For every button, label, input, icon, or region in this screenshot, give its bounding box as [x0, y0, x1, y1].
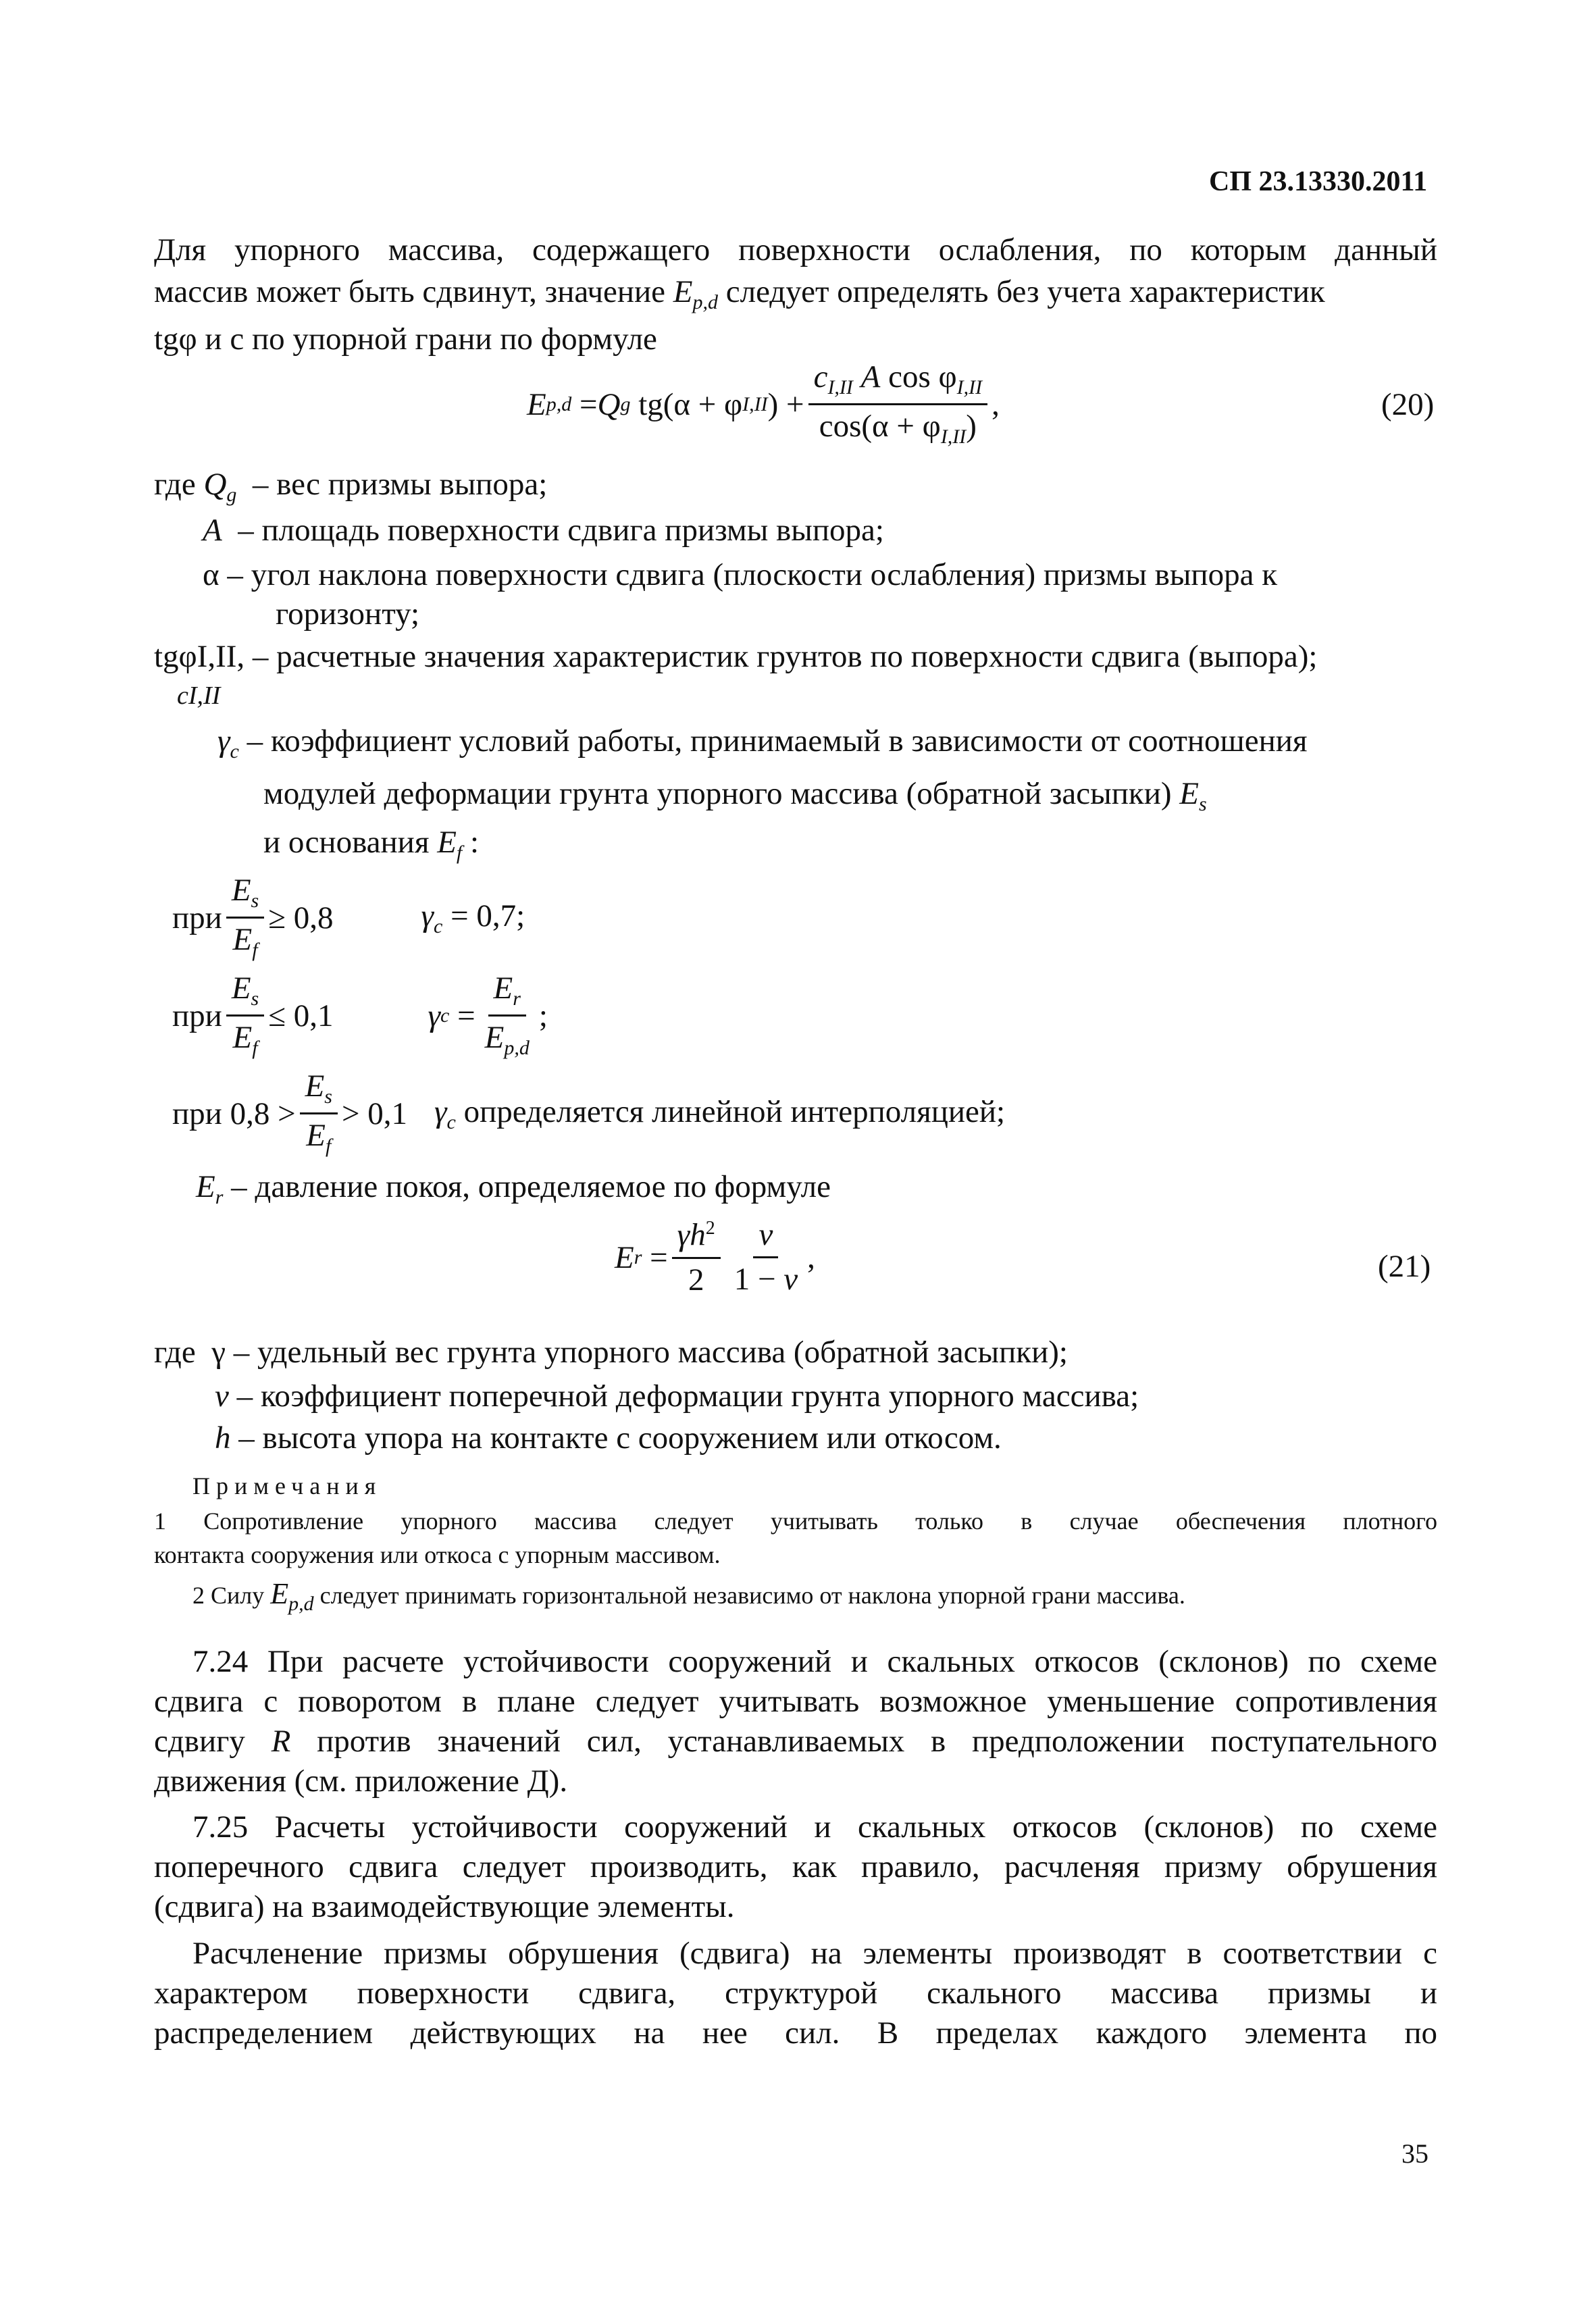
def-nu: ν – коэффициент поперечной деформации грунта упорного массива;	[215, 1379, 1139, 1414]
intro-line-3: tgφ и c по упорной грани по формуле	[154, 322, 657, 357]
para-last-line-3: распределением действующих на нее сил. В пределах каждого элемента по	[154, 2015, 1437, 2051]
formula-21: E r = $\frac{\gamma h^2}{2}$ $\frac{\nu}{1 - \nu}$ ,	[615, 1217, 815, 1297]
condition-2: при $\frac{E_s}{E_f}$ ≤ 0,1 γ c = $\frac{E_r}{E_{p,d}}$ ;	[172, 971, 548, 1059]
para-7-24-line-1: 7.24 При расчете устойчивости сооружений и скальных откосов (склонов) по схеме	[192, 1644, 1437, 1679]
formula-20: E p,d = Q g tg(α + φ I,II ) + $\frac{c_{I,II} A \cos \varphi_{I,II}}{\cos(\alpha + \varphi_{I,II})}$ ,	[527, 359, 1000, 448]
def-alpha-cont: горизонту;	[276, 596, 420, 632]
equation-number-20: (20)	[1381, 387, 1435, 422]
para-7-24-line-4: движения (см. приложение Д).	[154, 1764, 568, 1799]
condition-1: при $\frac{E_s}{E_f}$ ≥ 0,8 $\gamma_c = 0,7$;	[172, 873, 525, 961]
def-h: h – высота упора на контакте с сооружением или откосом.	[215, 1420, 1002, 1456]
def-c-symbol: cI,II	[177, 682, 221, 710]
intro-line-1: Для упорного массива, содержащего поверхности ослабления, по которым данный	[154, 232, 1437, 267]
def-er: $E_r$ – давление покоя, определяемое по формуле	[196, 1169, 831, 1208]
para-7-24-line-3: сдвигу R против значений сил, устанавливаемых в предположении поступательного	[154, 1724, 1437, 1759]
def-alpha: α – угол наклона поверхности сдвига (плоскости ослабления) призмы выпора к	[203, 557, 1278, 592]
note-2: 2 Силу $E_{p,d}$ следует принимать горизонтальной независимо от наклона упорной грани массива.	[192, 1577, 1185, 1615]
para-7-24-line-2: сдвига с поворотом в плане следует учитывать возможное уменьшение сопротивления	[154, 1684, 1437, 1719]
condition-3: при 0,8 > $\frac{E_s}{E_f}$ > 0,1 $\gamma_c$ определяется линейной интерполяцией;	[172, 1069, 1006, 1157]
def-tg: tgφI,II, – расчетные значения характеристик грунтов по поверхности сдвига (выпора);	[154, 639, 1318, 674]
para-last-line-1: Расчленение призмы обрушения (сдвига) на элементы производят в соответствии с	[192, 1936, 1437, 1971]
def-gamma-weight: где γ – удельный вес грунта упорного массива (обратной засыпки);	[154, 1335, 1068, 1370]
def-gamma-cont: модулей деформации грунта упорного массива (обратной засыпки) $E_s$	[263, 776, 1207, 815]
note-1: 1 Сопротивление упорного массива следует учитывать только в случае обеспечения плотного	[154, 1508, 1437, 1535]
para-last-line-2: характером поверхности сдвига, структурой скального массива призмы и	[154, 1976, 1437, 2011]
def-gamma-cont-2: и основания $E_f$ :	[263, 825, 480, 864]
notes-title: Примечания	[192, 1472, 382, 1499]
def-a: A – площадь поверхности сдвига призмы выпора;	[203, 513, 884, 548]
note-1-cont: контакта сооружения или откоса с упорным массивом.	[154, 1541, 721, 1568]
intro-line-2: массив может быть сдвинут, значение $E_{p,d}$ следует определять без учета характеристик	[154, 274, 1325, 313]
para-7-25-line-1: 7.25 Расчеты устойчивости сооружений и скальных откосов (склонов) по схеме	[192, 1809, 1437, 1845]
para-7-25-line-2: поперечного сдвига следует производить, как правило, расчленяя призму обрушения	[154, 1849, 1437, 1884]
page-number: 35	[1401, 2138, 1428, 2169]
equation-number-21: (21)	[1378, 1249, 1431, 1284]
para-7-25-line-3: (сдвига) на взаимодействующие элементы.	[154, 1889, 735, 1924]
def-qg: где $Q_g$ – вес призмы выпора;	[154, 467, 548, 506]
document-code: СП 23.13330.2011	[1209, 166, 1428, 197]
def-gamma: $\gamma_c$ – коэффициент условий работы, принимаемый в зависимости от соотношения	[217, 723, 1308, 763]
